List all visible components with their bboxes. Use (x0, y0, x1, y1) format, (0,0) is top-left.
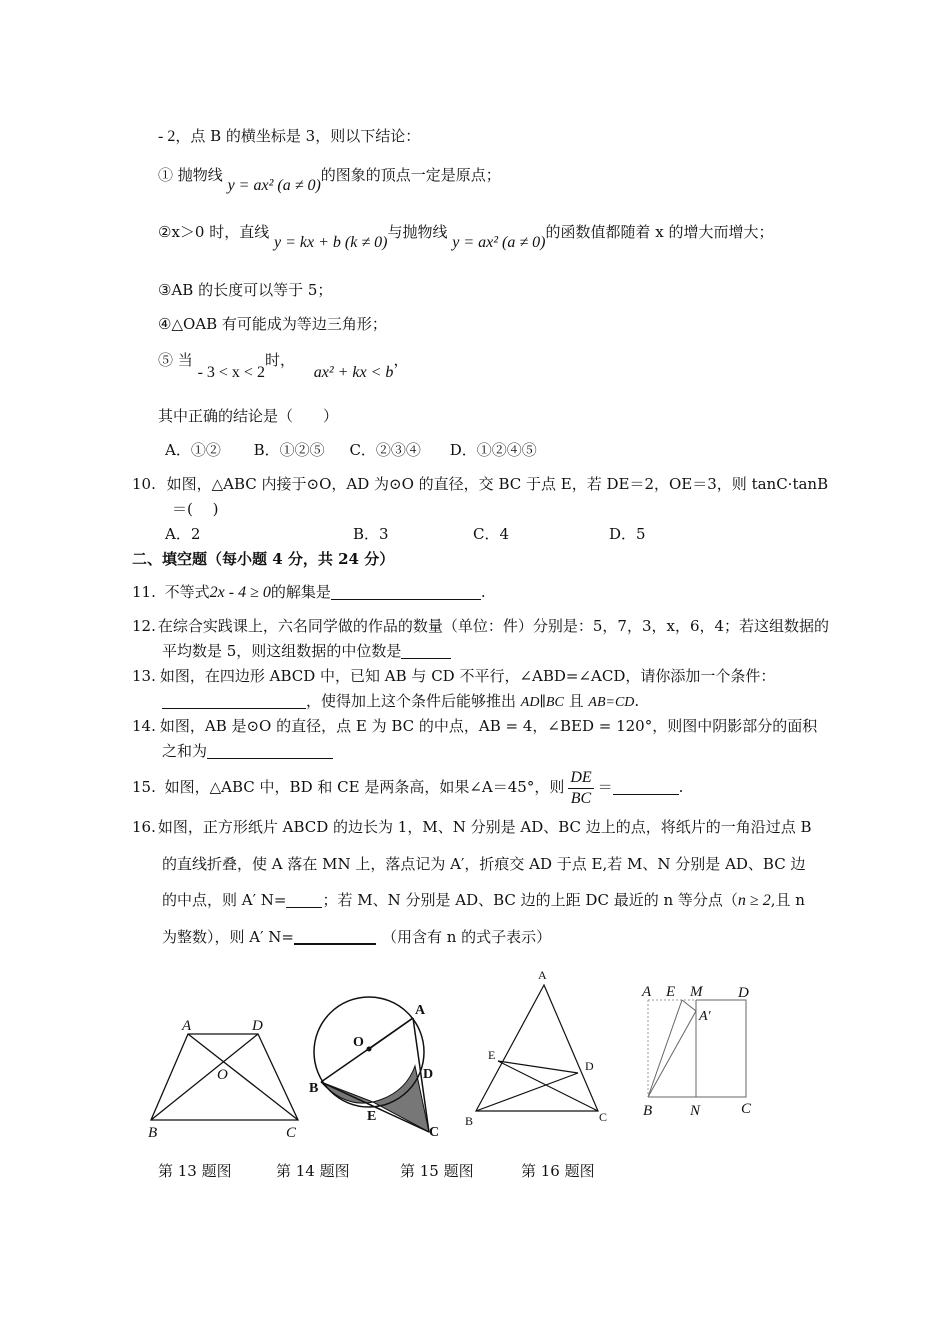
fig13-label-a: A (182, 1018, 192, 1034)
q14-answer-blank[interactable] (207, 744, 333, 759)
q9-options (165, 440, 537, 460)
circle-o (314, 997, 424, 1107)
altitude-bd (476, 1073, 578, 1111)
line-ea-prime (682, 1000, 696, 1011)
q16-answer-blank-1[interactable] (286, 893, 322, 908)
q9-choice-3: ③AB 的长度可以等于 5； (158, 281, 333, 299)
q13-line-2: ，使得加上这个条件后能够推出 AD∥BC 且 AB=CD. (162, 691, 639, 713)
fig15-label-a: A (538, 968, 547, 982)
q9-option-a: A．①② (165, 441, 221, 459)
q9-option-b: B．①②⑤ (253, 441, 325, 459)
fig16-label-c: C (741, 1101, 752, 1117)
fig14-label-d: D (423, 1067, 434, 1082)
q16-line-3: 的中点，则 A′ N= ；若 M、N 分别是 AD、BC 边的上距 DC 最近的 n 等分点（n ≥ 2,且 n (162, 891, 805, 909)
q16-line-4: 为整数），则 A′ N= （用含有 n 的式子表示） (162, 928, 552, 946)
fig16-label-m: M (690, 984, 703, 1000)
q16-answer-blank-2[interactable] (294, 929, 376, 945)
q9-lead: - 2，点 B 的横坐标是 3，则以下结论： (158, 127, 421, 145)
figure-13-trapezoid (140, 1010, 310, 1145)
q9-choice-1: ① 抛物线 y = ax² (a ≠ 0)的图象的顶点一定是原点； (158, 166, 501, 194)
q10-text-2: ＝( ) (172, 500, 219, 518)
section-2-heading: 二、填空题（每小题 4 分，共 24 分） (132, 550, 395, 568)
q9-choice-2: ②x＞0 时，直线 y = kx + b (k ≠ 0)与抛物线 y = ax² (a ≠ 0)的函数值都随着 x 的增大而增大； (158, 223, 774, 251)
q10-option-b: B．3 (353, 525, 389, 543)
fig13-label-b: B (148, 1125, 158, 1141)
q15-answer-blank[interactable] (613, 780, 679, 795)
square-outline (648, 1000, 746, 1097)
fold-line-be (648, 1000, 682, 1097)
q12-line-1: 12. 在综合实践课上，六名同学做的作品的数量（单位：件）分别是：5，7，3，x，6，4；若这组数据的 (132, 617, 830, 635)
q10-option-c: C．4 (473, 525, 510, 543)
q10-text: 10. 如图，△ABC 内接于⊙O，AD 为⊙O 的直径，交 BC 于点 E，若 DE＝2，OE＝3，则 tanC·tanB (132, 475, 829, 493)
fig14-label-e: E (367, 1109, 377, 1124)
q9-option-c: C．②③④ (349, 441, 421, 459)
q9-question: 其中正确的结论是（ ） (158, 407, 339, 425)
fig13-label-c: C (286, 1125, 297, 1141)
fig14-label-o: O (353, 1035, 364, 1050)
q9-choice-5: ⑤ 当 - 3 < x < 2时， ax² + kx < b， (158, 351, 409, 381)
fig15-label-e: E (488, 1048, 496, 1062)
figure-16-caption: 第 16 题图 (521, 1162, 595, 1180)
fig16-label-d: D (738, 985, 749, 1001)
q9-option-d: D．①②④⑤ (449, 441, 537, 459)
figure-14-caption: 第 14 题图 (276, 1162, 350, 1180)
fig15-label-d: D (585, 1059, 594, 1073)
q13-answer-blank[interactable] (162, 694, 306, 709)
fig16-label-e: E (666, 984, 676, 1000)
q13-line-1: 13. 如图，在四边形 ABCD 中，已知 AB 与 CD 不平行，∠ABD=∠ACD，请你添加一个条件： (132, 667, 776, 685)
fig16-label-a-prime: A′ (699, 1009, 711, 1024)
q11-answer-blank[interactable] (331, 585, 481, 600)
fig16-label-n: N (690, 1103, 701, 1119)
figure-16-square (630, 975, 770, 1125)
figure-14-circle (305, 990, 455, 1140)
q12-line-2: 平均数是 5，则这组数据的中位数是 (162, 641, 451, 661)
q9-lead-math: - 2 (158, 128, 176, 145)
q14-line-1: 14. 如图，AB 是⊙O 的直径，点 E 为 BC 的中点，AB = 4，∠BED = 120°，则图中阴影部分的面积 (132, 717, 818, 735)
center-point-o (367, 1047, 372, 1052)
radius-oa (369, 1018, 413, 1049)
fig13-label-d: D (252, 1018, 263, 1034)
q14-line-2: 之和为 (162, 741, 333, 761)
figure-15-triangle (460, 965, 610, 1130)
fig13-label-o: O (217, 1067, 228, 1083)
q12-answer-blank[interactable] (401, 644, 451, 659)
q16-line-1: 16. 如图，正方形纸片 ABCD 的边长为 1，M、N 分别是 AD、BC 边上的点，将纸片的一角沿过点 B (132, 818, 812, 836)
q11: 11. 不等式2x - 4 ≥ 0的解集是 . (132, 583, 486, 601)
q15: 15. 如图，△ABC 中，BD 和 CE 是两条高，如果∠A＝45°，则 $\frac{DE}{BC}$ ＝ . (132, 768, 684, 807)
q9-choice-4: ④△OAB 有可能成为等边三角形； (158, 315, 387, 333)
fig14-label-b: B (309, 1081, 319, 1096)
fig15-label-c: C (599, 1110, 608, 1124)
fig15-label-b: B (465, 1114, 474, 1128)
q15-fraction: $\frac{DE}{BC}$ (570, 768, 592, 807)
fig14-label-a: A (415, 1003, 426, 1018)
fig16-label-a: A (642, 984, 652, 1000)
figure-15-caption: 第 15 题图 (400, 1162, 474, 1180)
q10-option-d: D．5 (609, 525, 646, 543)
line-ba-prime (648, 1011, 696, 1097)
fig14-label-c: C (429, 1125, 440, 1140)
figure-13-caption: 第 13 题图 (158, 1162, 232, 1180)
q16-line-2: 的直线折叠，使 A 落在 MN 上，落点记为 A′，折痕交 AD 于点 E,若 M、N 分别是 AD、BC 边 (162, 855, 806, 873)
q10-option-a: A．2 (165, 525, 201, 543)
fig16-label-b: B (643, 1103, 653, 1119)
